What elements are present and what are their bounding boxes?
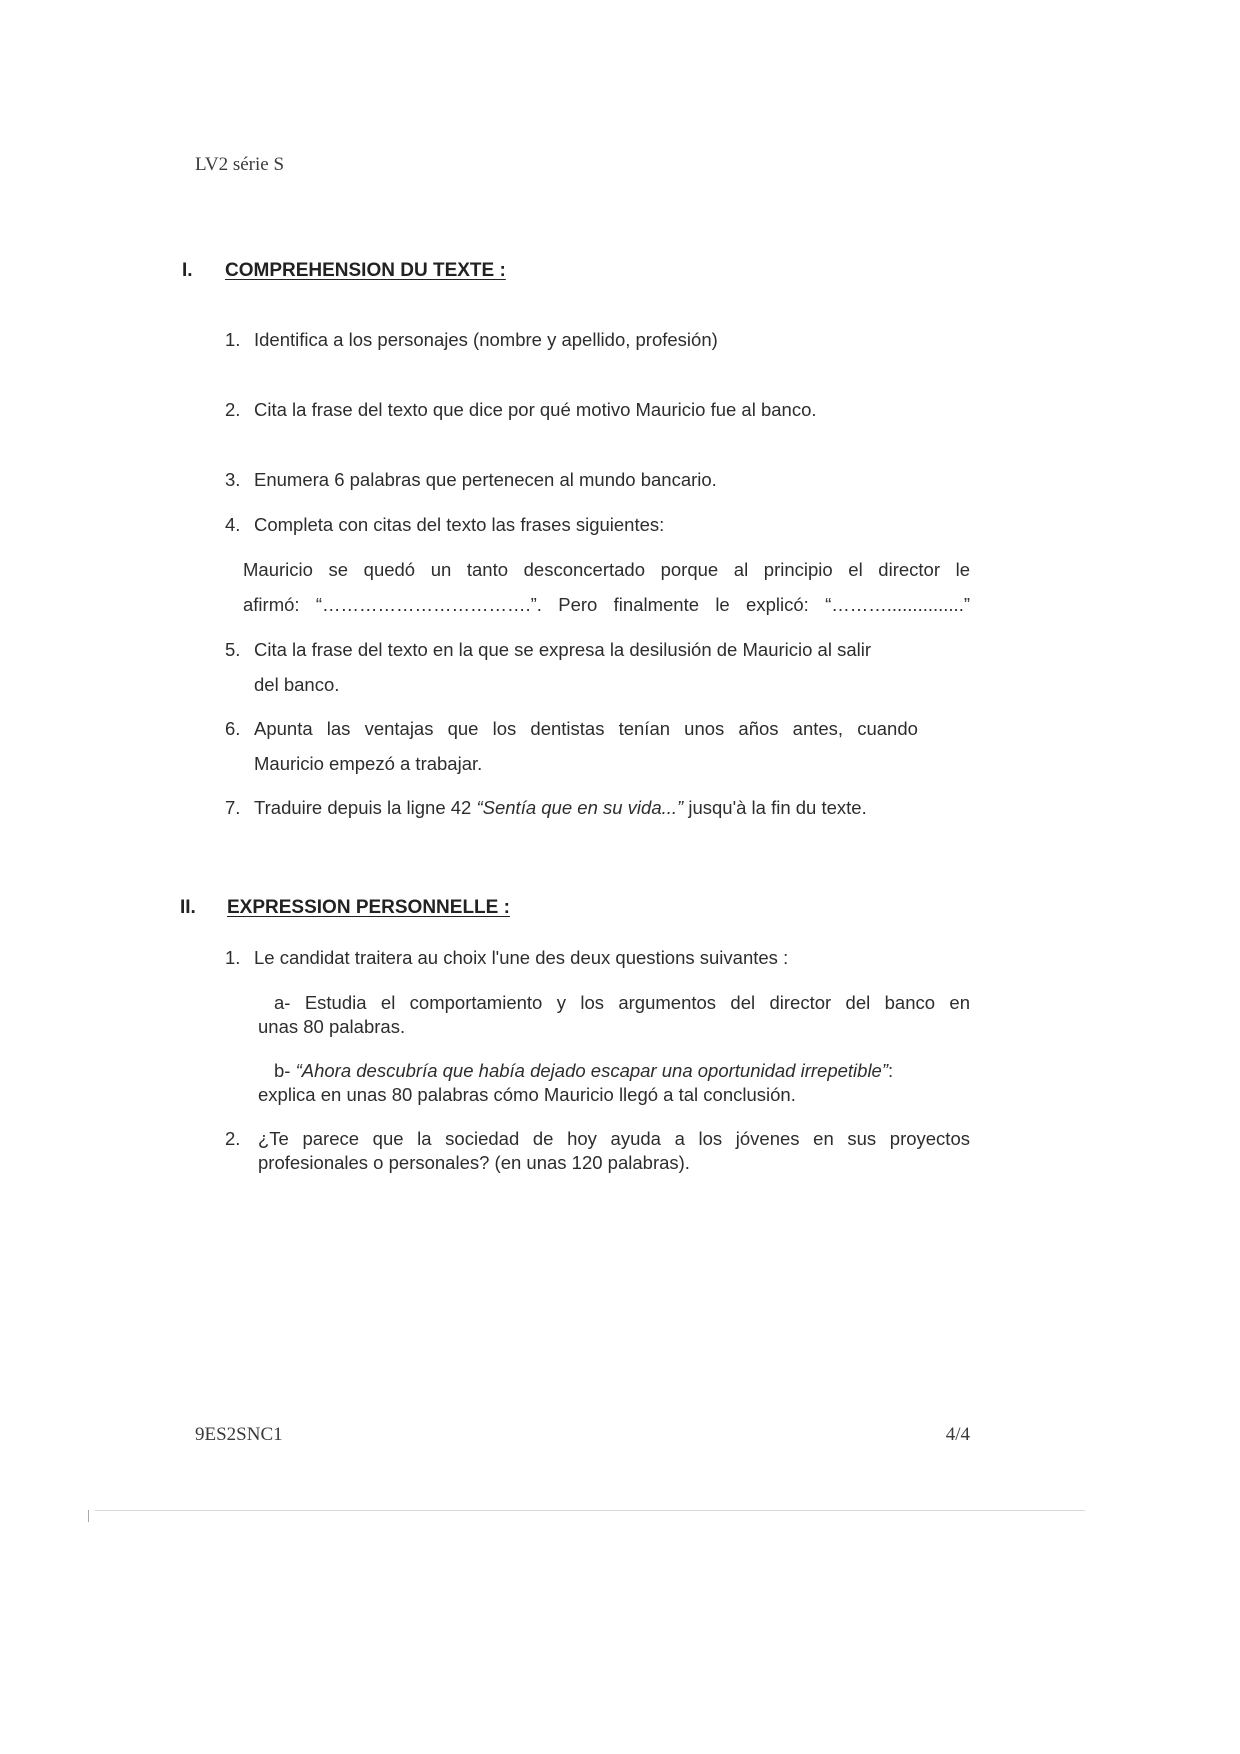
option-a-line-1: a- Estudia el comportamiento y los argumentos del director del banco en [274, 992, 970, 1013]
question-1-2 [225, 392, 817, 427]
question-2-2 [225, 1127, 970, 1175]
question-1-4 [225, 507, 664, 542]
question-number: 1. [225, 329, 241, 350]
question-number: 6. [225, 718, 241, 739]
scan-edge-tick [88, 1510, 89, 1522]
question-text-line-1: Apunta las ventajas que los dentistas tenían unos años antes, cuando [254, 718, 918, 739]
question-text-line-2: profesionales o personales? (en unas 120 palabras). [258, 1152, 690, 1173]
completion-line-1: Mauricio se quedó un tanto desconcertado porque al principio el director le [243, 559, 970, 580]
question-1-7 [225, 790, 867, 825]
question-text: Le candidat traitera au choix l'une des deux questions suivantes : [254, 947, 789, 968]
question-text: Enumera 6 palabras que pertenecen al mundo bancario. [254, 469, 717, 490]
option-b-quote: “Ahora descubría que había dejado escapar una oportunidad irrepetible” [295, 1060, 889, 1081]
question-1-4-completion [243, 552, 970, 622]
question-text-before: Traduire depuis la ligne 42 [254, 797, 477, 818]
option-a [258, 991, 970, 1039]
question-1-5 [225, 632, 970, 702]
question-number: 2. [225, 399, 241, 420]
question-1-6 [225, 711, 970, 781]
section-1-title: COMPREHENSION DU TEXTE : [225, 260, 506, 281]
question-number: 2. [225, 1128, 241, 1149]
question-text-line-1: ¿Te parece que la sociedad de hoy ayuda a los jóvenes en sus proyectos [258, 1128, 970, 1149]
question-1-3 [225, 462, 717, 497]
section-2-title: EXPRESSION PERSONNELLE : [227, 897, 510, 918]
question-text: Cita la frase del texto que dice por qué motivo Mauricio fue al banco. [254, 399, 817, 420]
page-number: 4/4 [945, 1424, 970, 1445]
question-text-line-2: Mauricio empezó a trabajar. [254, 753, 483, 774]
question-text-after: jusqu'à la fin du texte. [683, 797, 867, 818]
question-text: Identifica a los personajes (nombre y apellido, profesión) [254, 329, 718, 350]
section-2-number: II. [180, 897, 196, 918]
question-number: 4. [225, 514, 241, 535]
option-b-line-2: explica en unas 80 palabras cómo Mauricio llegó a tal conclusión. [258, 1084, 796, 1105]
question-1-1 [225, 322, 718, 357]
page-header: LV2 série S [195, 154, 285, 175]
option-a-line-2: unas 80 palabras. [258, 1016, 406, 1037]
question-text: Completa con citas del texto las frases siguientes: [254, 514, 665, 535]
exam-code: 9ES2SNC1 [195, 1424, 283, 1445]
option-b-prefix: b- [274, 1060, 296, 1081]
question-number: 1. [225, 947, 241, 968]
scan-edge-line [95, 1510, 1085, 1511]
question-number: 7. [225, 797, 241, 818]
question-number: 3. [225, 469, 241, 490]
quote-text: “Sentía que en su vida...” [476, 797, 684, 818]
option-b [258, 1059, 970, 1107]
section-1-number: I. [182, 260, 193, 281]
question-text-line-1: Cita la frase del texto en la que se expresa la desilusión de Mauricio al salir [254, 639, 871, 660]
option-b-colon: : [888, 1060, 894, 1081]
question-2-1 [225, 940, 788, 975]
completion-line-2: afirmó: “…………………………….”. Pero finalmente le explicó: “………...............” [243, 594, 970, 615]
question-text-line-2: del banco. [254, 674, 340, 695]
option-b-line-1 [258, 1059, 970, 1083]
question-number: 5. [225, 639, 241, 660]
